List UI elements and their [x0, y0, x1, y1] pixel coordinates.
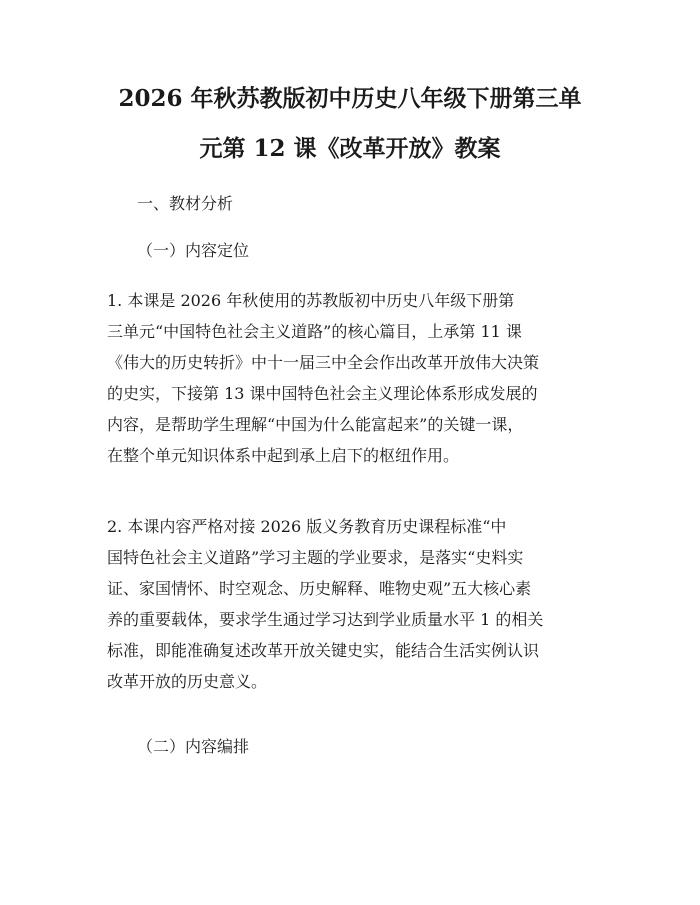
- subsection-heading-content-arrangement: （二）内容编排: [137, 737, 250, 756]
- paragraph-1-line: 《伟大的历史转折》中十一届三中全会作出改革开放伟大决策: [107, 353, 540, 372]
- paragraph-1-line: 三单元“中国特色社会主义道路”的核心篇目，上承第 11 课: [107, 322, 522, 341]
- paragraph-1-line: 在整个单元知识体系中起到承上启下的枢纽作用。: [107, 446, 460, 465]
- paragraph-2: [107, 511, 603, 697]
- paragraph-2-line: 养的重要载体，要求学生通过学习达到学业质量水平 1 的相关: [107, 610, 544, 629]
- paragraph-1-line: 内容，是帮助学生理解“中国为什么能富起来”的关键一课，: [107, 415, 524, 434]
- document-title-line-1: 2026 年秋苏教版初中历史八年级下册第三单: [118, 85, 582, 112]
- paragraph-1-line: 的史实，下接第 13 课中国特色社会主义理论体系形成发展的: [107, 384, 538, 403]
- paragraph-1: [107, 285, 603, 471]
- paragraph-2-line: 改革开放的历史意义。: [107, 672, 268, 691]
- paragraph-1-line: 1. 本课是 2026 年秋使用的苏教版初中历史八年级下册第: [107, 291, 515, 310]
- paragraph-2-line: 证、家国情怀、时空观念、历史解释、唯物史观”五大核心素: [107, 579, 532, 598]
- paragraph-2-line: 国特色社会主义道路”学习主题的学业要求，是落实“史料实: [107, 548, 524, 567]
- subsection-heading-content-positioning: （一）内容定位: [137, 241, 250, 260]
- document-title-line-2: 元第 12 课《改革开放》教案: [199, 135, 501, 162]
- paragraph-2-line: 标准，即能准确复述改革开放关键史实，能结合生活实例认识: [107, 641, 540, 660]
- section-heading-textbook-analysis: 一、教材分析: [137, 194, 234, 213]
- paragraph-2-line: 2. 本课内容严格对接 2026 版义务教育历史课程标准“中: [107, 517, 507, 536]
